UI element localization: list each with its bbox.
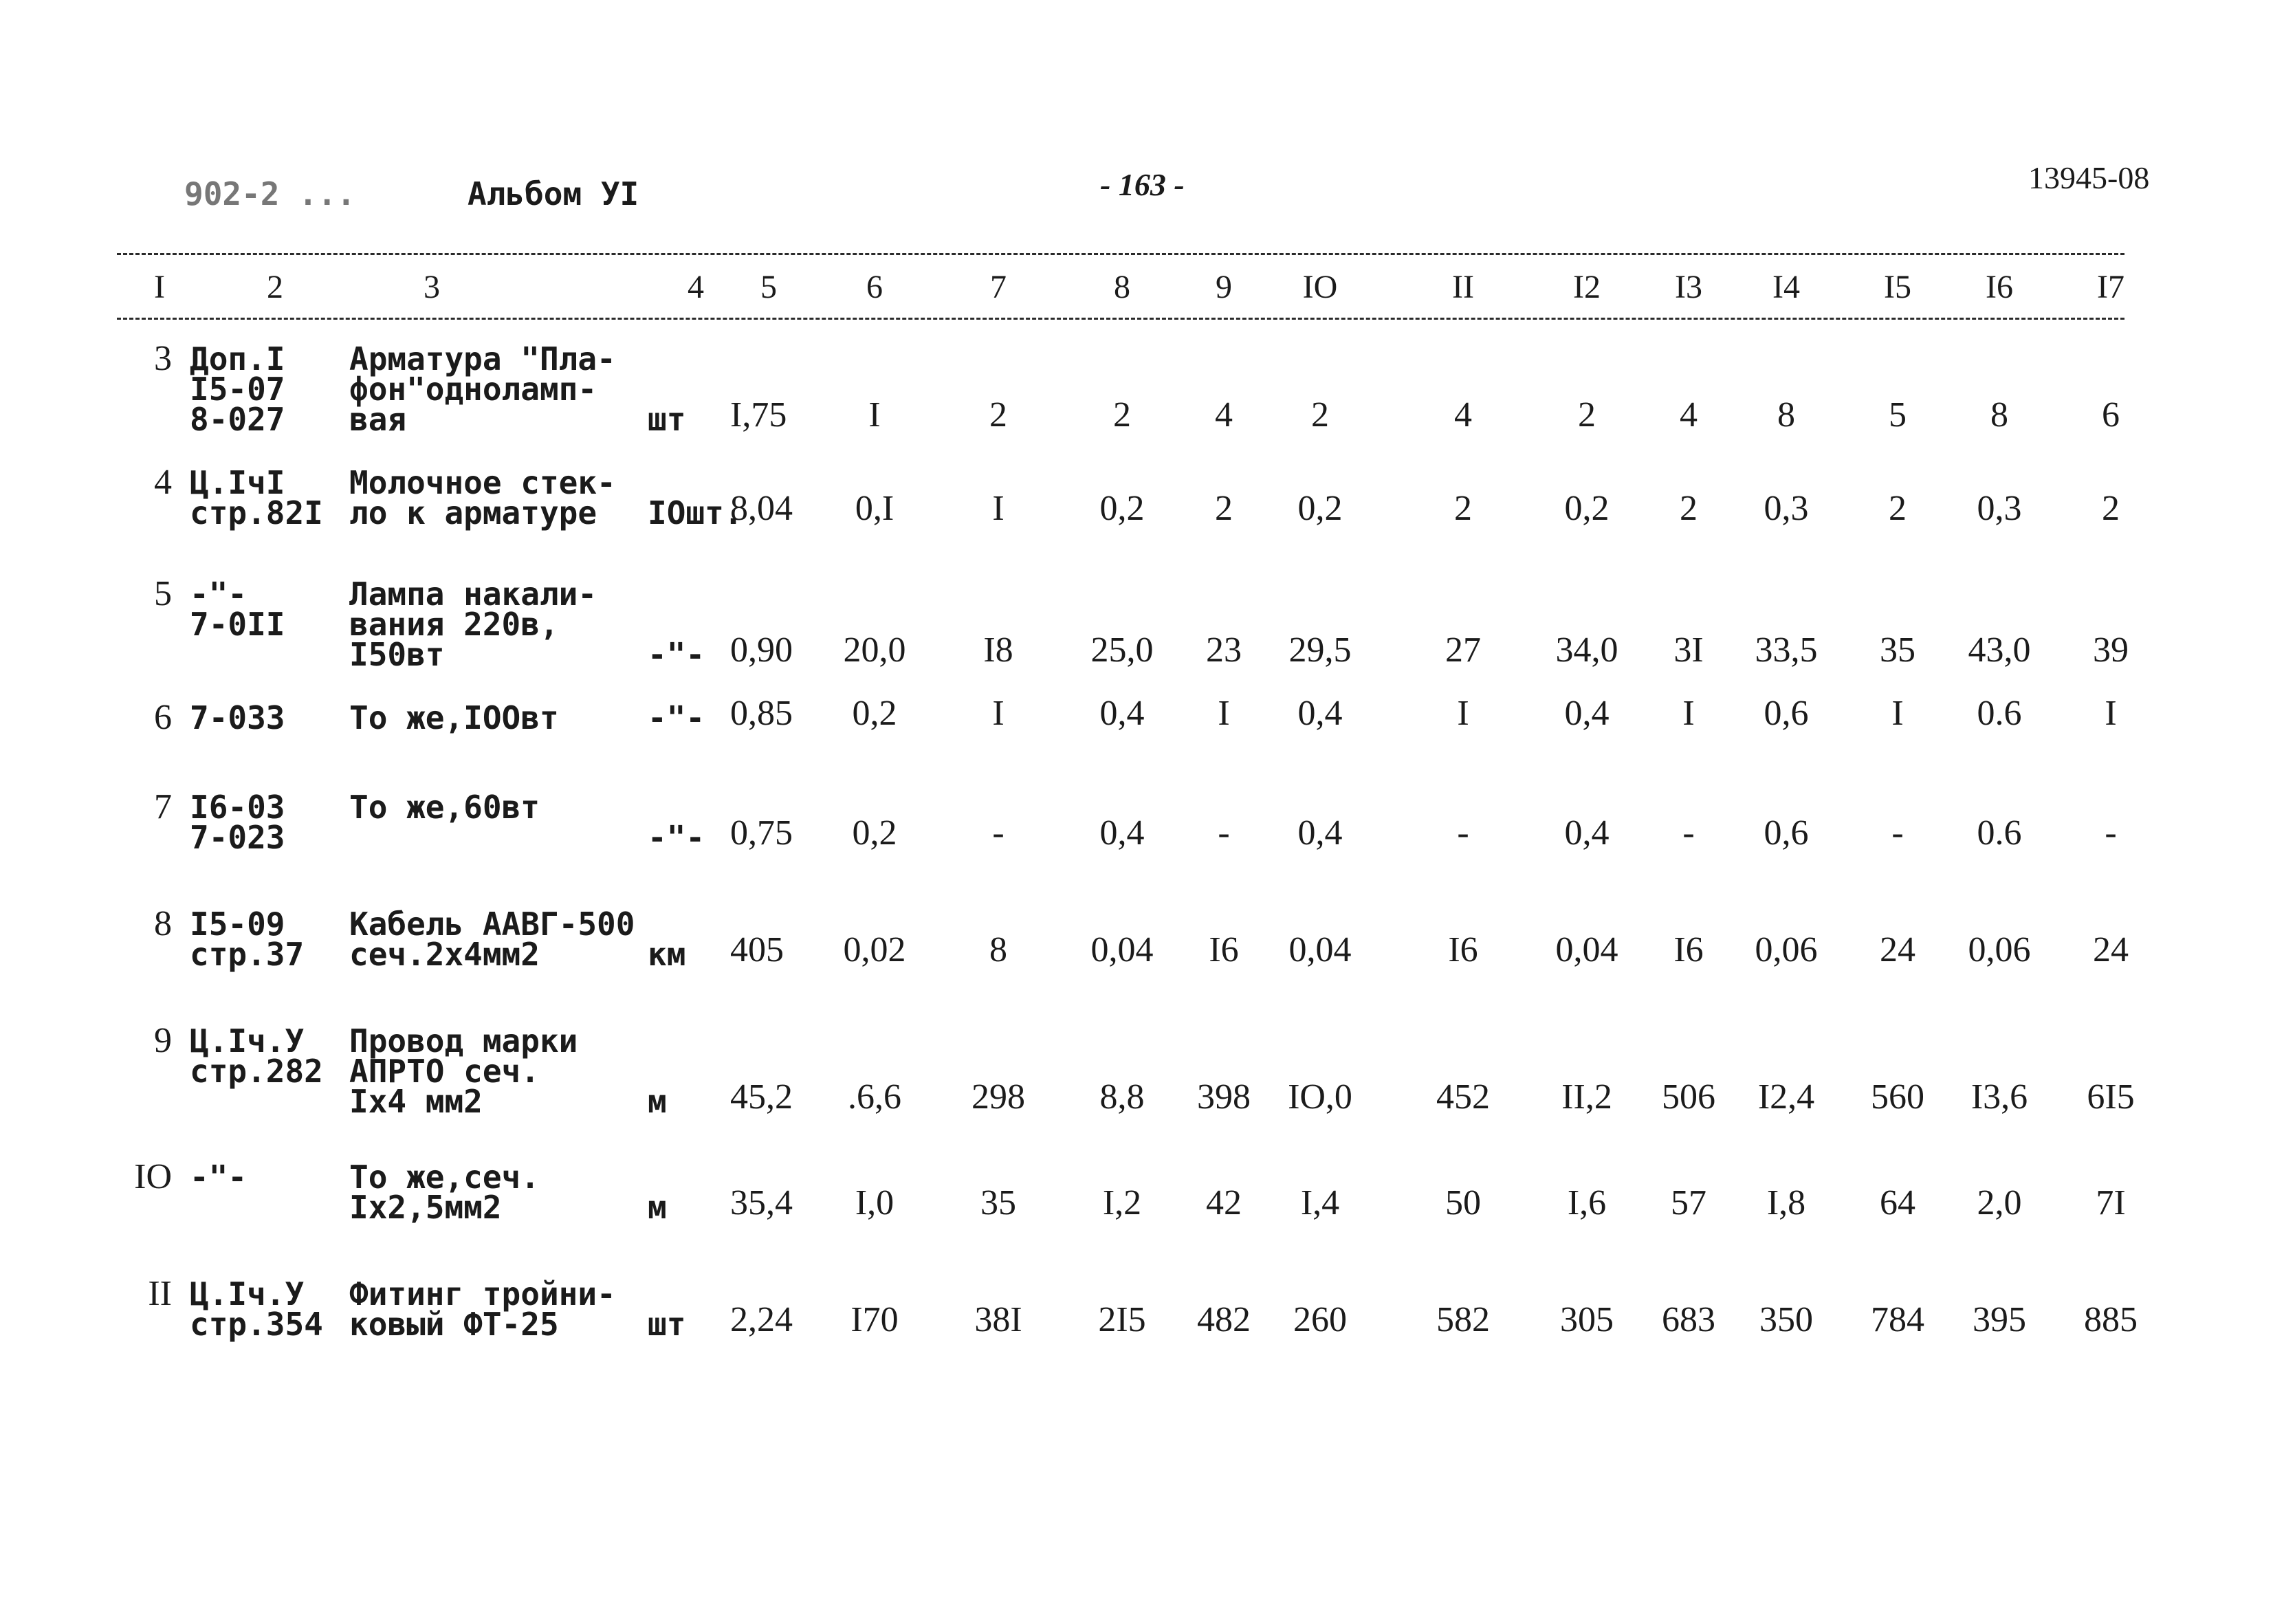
row-value-col-12: II,2 — [1561, 1077, 1612, 1117]
column-number-11: II — [1452, 269, 1474, 305]
row-unit: -"- — [648, 636, 705, 673]
row-value-col-8: 0,4 — [1099, 813, 1145, 853]
row-value-col-15: 35 — [1880, 630, 1915, 670]
row-value-col-9: 482 — [1197, 1300, 1251, 1339]
row-number: 5 — [154, 574, 172, 613]
row-value-col-15: - — [1891, 813, 1904, 853]
row-value-col-7: - — [992, 813, 1004, 853]
row-value-col-14: I2,4 — [1757, 1077, 1815, 1117]
column-number-2: 2 — [267, 269, 283, 305]
row-price: 35,4 — [730, 1183, 793, 1222]
row-value-col-17: 885 — [2084, 1300, 2138, 1339]
row-value-col-9: 23 — [1206, 630, 1242, 670]
row-value-col-17: 24 — [2093, 930, 2129, 969]
column-number-8: 8 — [1114, 269, 1130, 305]
table-header-rule — [117, 318, 2124, 320]
row-price: 0,90 — [730, 630, 793, 670]
row-value-col-17: 39 — [2093, 630, 2129, 670]
row-code: I5-09 стр.37 — [190, 906, 305, 973]
row-name: То же,сеч. Iх2,5мм2 — [349, 1159, 540, 1226]
row-value-col-6: I,0 — [855, 1183, 894, 1222]
row-name: То же,60вт — [349, 789, 540, 826]
row-value-col-11: 27 — [1445, 630, 1481, 670]
row-value-col-12: 0,4 — [1564, 813, 1610, 853]
row-value-col-14: 0,06 — [1755, 930, 1818, 969]
row-code: Ц.Iч.У стр.282 — [190, 1022, 323, 1090]
row-value-col-16: 0,06 — [1968, 930, 2031, 969]
column-number-7: 7 — [990, 269, 1007, 305]
row-value-col-6: 20,0 — [843, 630, 906, 670]
row-value-col-12: 34,0 — [1555, 630, 1618, 670]
row-value-col-13: 683 — [1662, 1300, 1715, 1339]
row-value-col-15: 2 — [1889, 489, 1907, 528]
row-value-col-12: 0,04 — [1555, 930, 1618, 969]
row-value-col-8: 25,0 — [1090, 630, 1154, 670]
row-value-col-13: 57 — [1671, 1183, 1706, 1222]
row-value-col-13: 3I — [1673, 630, 1704, 670]
row-value-col-8: 2I5 — [1098, 1300, 1146, 1339]
album-label: Альбом УI — [468, 175, 639, 212]
row-price: 0,75 — [730, 813, 793, 853]
row-value-col-13: 4 — [1680, 395, 1698, 435]
row-value-col-10: I,4 — [1300, 1183, 1340, 1222]
row-value-col-6: 0,I — [855, 489, 894, 528]
column-number-17: I7 — [2097, 269, 2124, 305]
row-value-col-17: - — [2105, 813, 2117, 853]
row-value-col-8: 0,2 — [1099, 489, 1145, 528]
row-value-col-9: 42 — [1206, 1183, 1242, 1222]
row-value-col-16: 395 — [1973, 1300, 2026, 1339]
row-code: -"- — [190, 1159, 248, 1196]
row-value-col-15: I — [1891, 694, 1904, 733]
row-value-col-10: 2 — [1311, 395, 1329, 435]
row-value-col-7: 8 — [989, 930, 1007, 969]
row-value-col-10: 0,2 — [1297, 489, 1343, 528]
row-number: IO — [134, 1157, 172, 1196]
row-unit: м — [648, 1083, 667, 1120]
row-value-col-14: 0,6 — [1764, 813, 1809, 853]
row-value-col-6: 0,2 — [852, 694, 897, 733]
row-number: II — [148, 1274, 172, 1313]
row-code: Доп.I I5-07 8-027 — [190, 340, 285, 438]
row-value-col-12: 0,4 — [1564, 694, 1610, 733]
page-number: - 163 - — [1100, 167, 1185, 202]
row-value-col-11: 4 — [1454, 395, 1472, 435]
column-number-5: 5 — [760, 269, 777, 305]
row-value-col-13: - — [1682, 813, 1695, 853]
row-value-col-9: I — [1218, 694, 1230, 733]
row-value-col-7: I — [992, 489, 1004, 528]
row-value-col-9: I6 — [1209, 930, 1239, 969]
row-value-col-17: I — [2105, 694, 2117, 733]
row-value-col-17: 7I — [2096, 1183, 2126, 1222]
row-value-col-16: 0.6 — [1977, 813, 2022, 853]
row-value-col-14: 8 — [1777, 395, 1795, 435]
row-value-col-7: 35 — [980, 1183, 1016, 1222]
row-value-col-10: 29,5 — [1288, 630, 1352, 670]
row-value-col-14: 33,5 — [1755, 630, 1818, 670]
document-code: 902-2 ... — [184, 175, 356, 212]
row-value-col-7: 2 — [989, 395, 1007, 435]
row-value-col-17: 6 — [2102, 395, 2120, 435]
row-value-col-6: 0,02 — [843, 930, 906, 969]
row-value-col-17: 6I5 — [2087, 1077, 2135, 1117]
row-value-col-8: I,2 — [1102, 1183, 1142, 1222]
row-value-col-16: 43,0 — [1968, 630, 2031, 670]
row-value-col-13: I6 — [1673, 930, 1704, 969]
row-number: 8 — [154, 904, 172, 943]
row-value-col-16: 2,0 — [1977, 1183, 2022, 1222]
column-number-header — [0, 268, 2273, 309]
row-name: Арматура "Пла- фон"одноламп- вая — [349, 340, 616, 438]
row-value-col-8: 0,4 — [1099, 694, 1145, 733]
column-number-4: 4 — [688, 269, 704, 305]
row-value-col-11: I — [1457, 694, 1469, 733]
row-code: -"- 7-0II — [190, 575, 285, 643]
row-value-col-11: 582 — [1436, 1300, 1490, 1339]
row-unit: км — [648, 936, 686, 973]
row-value-col-8: 8,8 — [1099, 1077, 1145, 1117]
row-value-col-9: - — [1218, 813, 1230, 853]
column-number-1: I — [154, 269, 165, 305]
row-value-col-15: 784 — [1871, 1300, 1924, 1339]
sheet-number: 13945-08 — [2028, 160, 2150, 195]
row-value-col-10: 0,4 — [1297, 694, 1343, 733]
row-value-col-14: 0,3 — [1764, 489, 1809, 528]
row-unit: IOшт. — [648, 494, 743, 531]
column-number-6: 6 — [866, 269, 883, 305]
row-value-col-11: I6 — [1448, 930, 1478, 969]
row-value-col-6: .6,6 — [848, 1077, 901, 1117]
row-value-col-14: I,8 — [1766, 1183, 1806, 1222]
column-number-13: I3 — [1675, 269, 1702, 305]
row-value-col-7: 38I — [974, 1300, 1022, 1339]
column-number-3: 3 — [424, 269, 440, 305]
row-code: I6-03 7-023 — [190, 789, 285, 856]
row-value-col-11: 2 — [1454, 489, 1472, 528]
row-value-col-6: I — [868, 395, 881, 435]
row-code: 7-033 — [190, 699, 285, 736]
row-name: Молочное стек- ло к арматуре — [349, 464, 616, 531]
column-number-12: I2 — [1573, 269, 1601, 305]
row-unit: шт — [648, 1306, 686, 1343]
row-name: То же,IOOвт — [349, 699, 559, 736]
row-value-col-6: I70 — [850, 1300, 899, 1339]
row-unit: -"- — [648, 699, 705, 736]
row-value-col-15: 24 — [1880, 930, 1915, 969]
row-value-col-14: 0,6 — [1764, 694, 1809, 733]
row-value-col-15: 5 — [1889, 395, 1907, 435]
row-price: 8,04 — [730, 489, 793, 528]
row-value-col-10: IO,0 — [1288, 1077, 1352, 1117]
row-value-col-12: 305 — [1560, 1300, 1614, 1339]
column-number-9: 9 — [1216, 269, 1232, 305]
column-number-16: I6 — [1986, 269, 2013, 305]
row-price: I,75 — [730, 395, 787, 435]
row-price: 405 — [730, 930, 784, 969]
row-unit: -"- — [648, 819, 705, 856]
row-price: 45,2 — [730, 1077, 793, 1117]
row-value-col-14: 350 — [1759, 1300, 1813, 1339]
row-value-col-16: 0.6 — [1977, 694, 2022, 733]
row-name: Фитинг тройни- ковый ФТ-25 — [349, 1275, 616, 1343]
row-number: 9 — [154, 1021, 172, 1060]
row-value-col-16: I3,6 — [1970, 1077, 2028, 1117]
row-value-col-17: 2 — [2102, 489, 2120, 528]
row-value-col-6: 0,2 — [852, 813, 897, 853]
row-value-col-13: I — [1682, 694, 1695, 733]
row-value-col-10: 0,4 — [1297, 813, 1343, 853]
row-number: 7 — [154, 787, 172, 826]
row-name: Лампа накали- вания 220в, I50вт — [349, 575, 597, 673]
row-name: Провод марки АПРТО сеч. Iх4 мм2 — [349, 1022, 578, 1120]
row-code: Ц.IчI стр.82I — [190, 464, 323, 531]
row-value-col-13: 506 — [1662, 1077, 1715, 1117]
row-value-col-15: 560 — [1871, 1077, 1924, 1117]
row-name: Кабель ААВГ-500 сеч.2х4мм2 — [349, 906, 635, 973]
row-price: 0,85 — [730, 694, 793, 733]
row-value-col-12: 2 — [1578, 395, 1596, 435]
row-value-col-11: - — [1457, 813, 1469, 853]
column-number-15: I5 — [1884, 269, 1911, 305]
row-value-col-10: 0,04 — [1288, 930, 1352, 969]
row-value-col-8: 2 — [1113, 395, 1131, 435]
row-value-col-12: I,6 — [1567, 1183, 1607, 1222]
row-value-col-8: 0,04 — [1090, 930, 1154, 969]
row-number: 4 — [154, 463, 172, 502]
row-value-col-16: 0,3 — [1977, 489, 2022, 528]
row-value-col-11: 50 — [1445, 1183, 1481, 1222]
row-value-col-16: 8 — [1990, 395, 2008, 435]
column-number-10: IO — [1302, 269, 1338, 305]
column-number-14: I4 — [1772, 269, 1800, 305]
row-number: 3 — [154, 339, 172, 378]
row-value-col-9: 398 — [1197, 1077, 1251, 1117]
row-value-col-7: I8 — [983, 630, 1013, 670]
row-unit: м — [648, 1189, 667, 1226]
row-value-col-7: 298 — [971, 1077, 1025, 1117]
row-value-col-13: 2 — [1680, 489, 1698, 528]
row-code: Ц.Iч.У стр.354 — [190, 1275, 323, 1343]
row-value-col-9: 2 — [1215, 489, 1233, 528]
row-value-col-10: 260 — [1293, 1300, 1347, 1339]
row-unit: шт — [648, 401, 686, 438]
row-value-col-7: I — [992, 694, 1004, 733]
row-value-col-15: 64 — [1880, 1183, 1915, 1222]
row-number: 6 — [154, 698, 172, 737]
row-value-col-12: 0,2 — [1564, 489, 1610, 528]
row-price: 2,24 — [730, 1300, 793, 1339]
row-value-col-9: 4 — [1215, 395, 1233, 435]
table-top-rule — [117, 253, 2124, 255]
row-value-col-11: 452 — [1436, 1077, 1490, 1117]
